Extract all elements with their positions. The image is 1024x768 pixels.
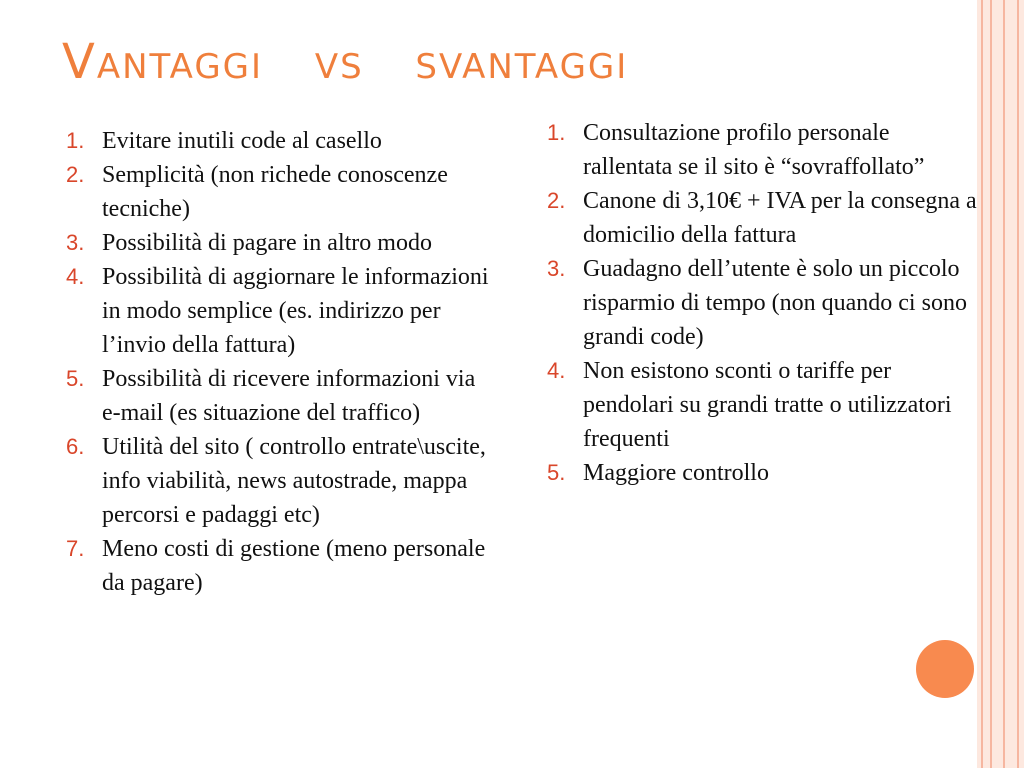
vantaggi-item xyxy=(66,532,496,600)
svantaggi-item xyxy=(547,456,977,490)
vantaggi-item-text: Semplicità (non richede conoscenze tecniche) xyxy=(102,162,448,222)
svantaggi-item-text: Consultazione profilo personale rallentata se il sito è “sovraffollato” xyxy=(583,120,925,180)
stripe-line xyxy=(1017,0,1019,768)
vantaggi-list xyxy=(66,124,496,600)
svantaggi-item-number: 5. xyxy=(547,460,566,485)
vantaggi-item-number: 3. xyxy=(66,230,85,255)
vantaggi-item-number: 6. xyxy=(66,434,85,459)
svantaggi-item-number: 2. xyxy=(547,188,566,213)
svantaggi-item-text: Canone di 3,10€ + IVA per la consegna a domicilio della fattura xyxy=(583,188,977,248)
svantaggi-item xyxy=(547,116,977,184)
vantaggi-item-number: 7. xyxy=(66,536,85,561)
vantaggi-item-text: Meno costi di gestione (meno personale da pagare) xyxy=(102,536,486,596)
decorative-circle xyxy=(916,640,974,698)
slide-title: Vantaggi vs svantaggi xyxy=(62,34,629,90)
vantaggi-item xyxy=(66,260,496,362)
vantaggi-item-text: Possibilità di aggiornare le informazioni in modo semplice (es. indirizzo per l’invio della fattura) xyxy=(102,264,489,358)
vantaggi-item-text: Possibilità di ricevere informazioni via e-mail (es situazione del traffico) xyxy=(102,366,476,426)
vantaggi-item-number: 4. xyxy=(66,264,85,289)
svantaggi-item-text: Guadagno dell’utente è solo un piccolo risparmio di tempo (non quando ci sono grandi code) xyxy=(583,256,967,350)
svantaggi-list xyxy=(547,116,977,490)
vantaggi-item xyxy=(66,430,496,532)
stripe-line xyxy=(990,0,992,768)
svantaggi-item xyxy=(547,354,977,456)
vantaggi-item-text: Possibilità di pagare in altro modo xyxy=(102,230,432,256)
vantaggi-item xyxy=(66,226,496,260)
svantaggi-item-number: 4. xyxy=(547,358,566,383)
svantaggi-item-number: 3. xyxy=(547,256,566,281)
vantaggi-item xyxy=(66,362,496,430)
vantaggi-item-number: 1. xyxy=(66,128,85,153)
svantaggi-item-number: 1. xyxy=(547,120,566,145)
vantaggi-item-text: Utilità del sito ( controllo entrate\uscite, info viabilità, news autostrade, mappa percorsi e padaggi etc) xyxy=(102,434,486,528)
vantaggi-item-text: Evitare inutili code al casello xyxy=(102,128,382,154)
svantaggi-item-text: Non esistono sconti o tariffe per pendolari su grandi tratte o utilizzatori frequenti xyxy=(583,358,952,452)
vantaggi-item-number: 5. xyxy=(66,366,85,391)
vantaggi-item xyxy=(66,124,496,158)
vantaggi-item-number: 2. xyxy=(66,162,85,187)
stripe-line xyxy=(1003,0,1005,768)
svantaggi-item xyxy=(547,184,977,252)
stripe-line xyxy=(981,0,983,768)
decorative-stripes xyxy=(977,0,1024,768)
svantaggi-item-text: Maggiore controllo xyxy=(583,460,769,486)
vantaggi-item xyxy=(66,158,496,226)
svantaggi-item xyxy=(547,252,977,354)
